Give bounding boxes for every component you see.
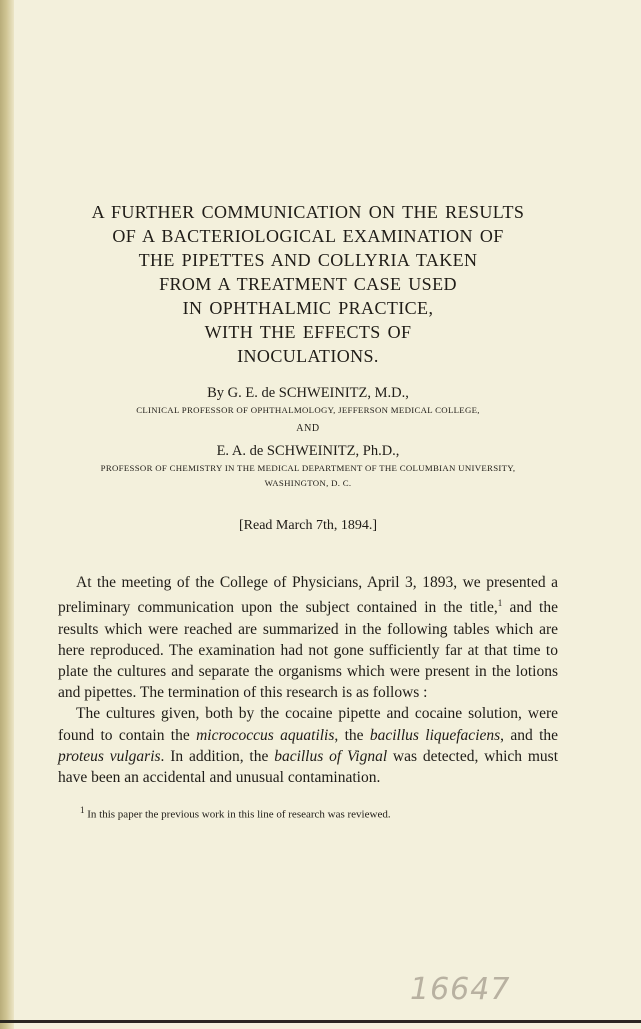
- footnote-text: In this paper the previous work in this line of research was reviewed.: [84, 808, 391, 821]
- paragraph: [58, 572, 558, 703]
- title-line: IN OPHTHALMIC PRACTICE,: [182, 298, 434, 318]
- author-1-name: By G. E. de SCHWEINITZ, M.D.,: [207, 385, 409, 401]
- paragraph-text: was detected, which must have been an accidental and unusual contamination.: [58, 747, 558, 786]
- document-page: [58, 200, 558, 821]
- page-spine: [0, 0, 14, 1029]
- title-line: A FURTHER COMMUNICATION ON THE RESULTS: [91, 202, 525, 222]
- handwritten-accession-number: 16647: [410, 972, 511, 1007]
- paragraph-text: At the meeting of the College of Physicians, April 3, 1893, we presented a preliminary communication upon the subject contained in the title,: [58, 574, 558, 617]
- organism-name: proteus vulgaris: [58, 747, 161, 765]
- footnote-number: 1: [80, 805, 85, 816]
- article-title: [58, 200, 558, 368]
- organism-name: bacillus liquefaciens: [369, 726, 501, 744]
- paragraph-text: The cultures given, both by the cocaine pipette and cocaine solution, were found to contain the: [58, 705, 558, 744]
- paragraph-text: . In addition, the: [160, 747, 275, 765]
- title-line: INOCULATIONS.: [237, 346, 379, 366]
- paragraph: [58, 703, 558, 788]
- paragraph-text: and the results which were reached are summarized in the following tables which are here reproduced. The examination had not gone sufficiently far at that time to plate the cultures and separate the organisms which were present in the lotions and pipettes. The termination of this research is as follows :: [58, 599, 558, 702]
- footnote-marker: 1: [497, 598, 503, 609]
- paragraph-text: , and the: [500, 726, 559, 744]
- author-conjunction: AND: [296, 423, 320, 434]
- organism-name: bacillus of Vignal: [274, 747, 388, 765]
- read-date: [Read March 7th, 1894.]: [238, 518, 378, 533]
- title-line: FROM A TREATMENT CASE USED: [159, 274, 457, 294]
- paragraph-text: , the: [334, 726, 370, 744]
- body-text: [58, 572, 558, 788]
- footnote: [80, 805, 558, 821]
- author-2-name: E. A. de SCHWEINITZ, Ph.D.,: [216, 443, 400, 459]
- author-1-affiliation: CLINICAL PROFESSOR OF OPHTHALMOLOGY, JEFFERSON MEDICAL COLLEGE,: [136, 405, 480, 415]
- author-2-location: WASHINGTON, D. C.: [264, 478, 352, 488]
- bottom-edge: [0, 1020, 641, 1023]
- organism-name: micrococcus aquatilis: [196, 726, 335, 744]
- title-line: OF A BACTERIOLOGICAL EXAMINATION OF: [112, 226, 504, 246]
- author-2-affiliation: PROFESSOR OF CHEMISTRY IN THE MEDICAL DEPARTMENT OF THE COLUMBIAN UNIVERSITY,: [100, 463, 516, 473]
- author-block: [58, 385, 558, 490]
- title-line: WITH THE EFFECTS OF: [204, 322, 412, 342]
- title-line: THE PIPETTES AND COLLYRIA TAKEN: [138, 250, 478, 270]
